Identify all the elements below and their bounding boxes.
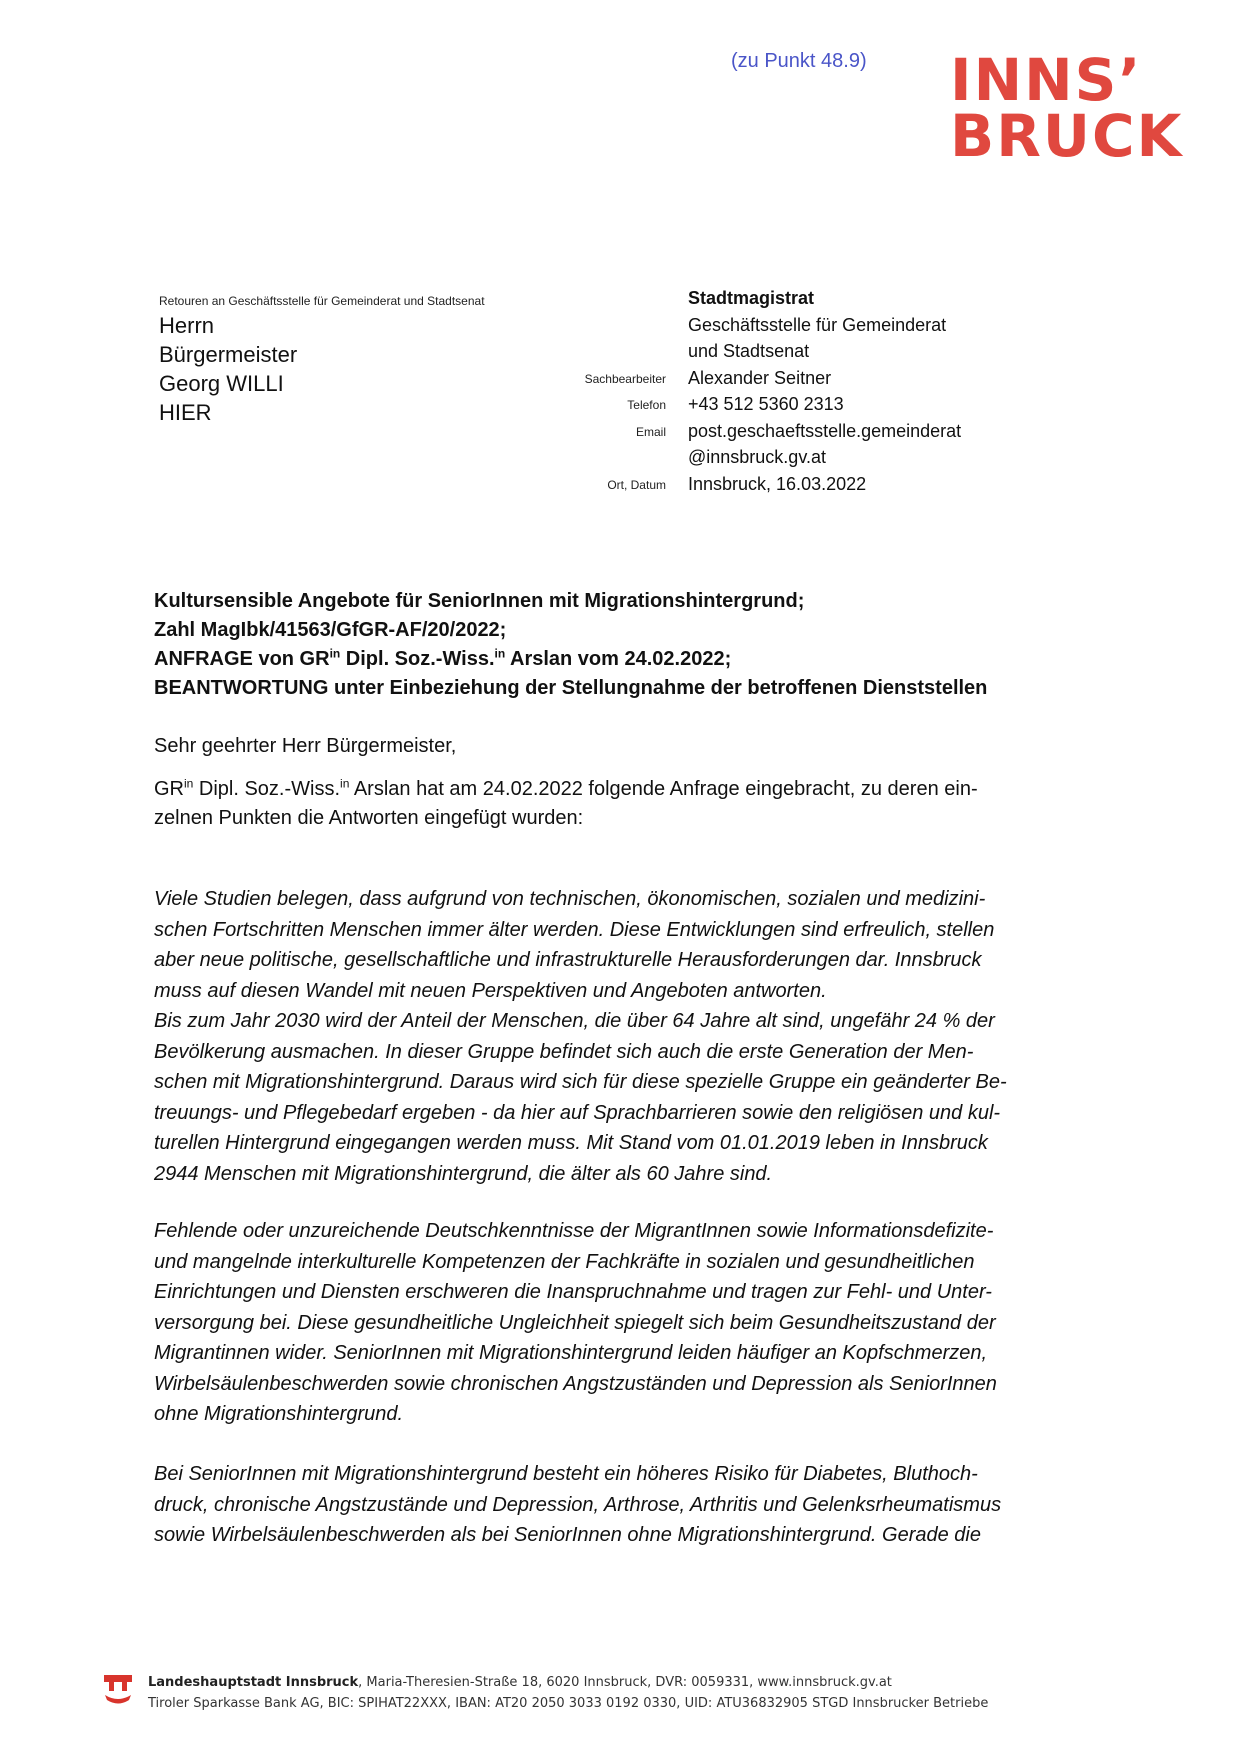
sender-phone: +43 512 5360 2313 (688, 394, 844, 414)
query-line: Einrichtungen und Diensten erschweren die Inanspruchnahme und tragen zur Fehl- und Unter- (154, 1281, 992, 1303)
superscript: in (329, 646, 341, 661)
subject-block (154, 587, 987, 703)
query-line: Wirbelsäulenbeschwerden sowie chronischen Angstzuständen und Depression als SeniorInnen (154, 1372, 997, 1395)
query-line: Fehlende oder unzureichende Deutschkenntnisse der MigrantInnen sowie Informationsdefizite- (154, 1220, 994, 1242)
email-label: Email (635, 425, 666, 439)
query-line: Bis zum Jahr 2030 wird der Anteil der Menschen, die über 64 Jahre alt sind, ungefähr 24 % der (154, 1010, 995, 1032)
intro-line-1 (154, 775, 978, 804)
query-line: Bei SeniorInnen mit Migrationshintergrund besteht ein höheres Risiko für Diabetes, Bluthoch- (154, 1463, 978, 1485)
subject-text: ANFRAGE von GR (154, 648, 330, 670)
subject-line-3 (154, 645, 987, 674)
coat-of-arms-icon (103, 1673, 133, 1709)
query-line: treuungs- und Pflegebedarf ergeben - da hier auf Sprachbarrieren sowie den religiösen und kul- (154, 1101, 1001, 1124)
query-line: muss auf diesen Wandel mit neuen Perspektiven und Angeboten antworten. (154, 979, 827, 1002)
innsbruck-logo (950, 46, 1184, 170)
query-line: 2944 Menschen mit Migrationshintergrund, die älter als 60 Jahre sind. (154, 1162, 773, 1185)
date-label: Ort, Datum (607, 478, 666, 492)
footer (148, 1672, 988, 1714)
subject-text: Dipl. Soz.-Wiss. (340, 648, 495, 670)
intro-text: Dipl. Soz.-Wiss. (193, 778, 341, 800)
footer-address: , Maria-Theresien-Straße 18, 6020 Innsbruck, DVR: 0059331, www.innsbruck.gv.at (358, 1675, 892, 1690)
sender-block (688, 285, 961, 497)
subject-line-2: Zahl MagIbk/41563/GfGR-AF/20/2022; (154, 619, 507, 641)
footer-city: Landeshauptstadt Innsbruck (148, 1675, 359, 1690)
recipient-block (159, 311, 297, 427)
query-line: sowie Wirbelsäulenbeschwerden als bei SeniorInnen ohne Migrationshintergrund. Gerade die (154, 1524, 981, 1546)
sender-dept-2: und Stadtsenat (688, 341, 810, 361)
query-line: und mangelnde interkulturelle Kompetenzen der Fachkräfte in sozialen und gesundheitlichen (154, 1250, 975, 1273)
subject-text: Arslan vom 24.02.2022; (505, 648, 732, 670)
footer-line-2: Tiroler Sparkasse Bank AG, BIC: SPIHAT22XXX, IBAN: AT20 2050 3033 0192 0330, UID: ATU36832905 STGD Innsbrucker Betriebe (148, 1696, 989, 1711)
query-line: Migrantinnen wider. SeniorInnen mit Migrationshintergrund leiden häufiger an Kopfschmerzen, (154, 1342, 988, 1364)
sender-clerk: Alexander Seitner (688, 367, 832, 388)
agenda-reference: (zu Punkt 48.9) (731, 50, 867, 72)
recipient-line: HIER (159, 400, 212, 425)
recipient-line: Bürgermeister (159, 342, 298, 367)
subject-line-4: BEANTWORTUNG unter Einbeziehung der Stellungnahme der betroffenen Dienststellen (154, 677, 988, 699)
logo-line-2: BRUCK (950, 102, 1184, 170)
clerk-label: Sachbearbeiter (584, 372, 666, 386)
query-line: schen Fortschritten Menschen immer älter werden. Diese Entwicklungen sind erfreulich, stellen (154, 918, 995, 941)
query-paragraph-1 (154, 884, 1007, 1189)
query-line: turellen Hintergrund eingegangen werden muss. Mit Stand vom 01.01.2019 leben in Innsbruck (154, 1132, 988, 1154)
recipient-line: Herrn (159, 313, 215, 338)
intro-text: GR (154, 778, 184, 800)
superscript: in (340, 776, 350, 791)
return-address: Retouren an Geschäftsstelle für Gemeinderat und Stadtsenat (159, 294, 485, 308)
query-line: ohne Migrationshintergrund. (154, 1403, 404, 1425)
query-line: Bevölkerung ausmachen. In dieser Gruppe befindet sich auch die erste Generation der Men- (154, 1040, 974, 1063)
query-paragraph-3 (154, 1459, 1001, 1551)
sender-dept-1: Geschäftsstelle für Gemeinderat (688, 314, 947, 335)
query-line: druck, chronische Angstzustände und Depression, Arthrose, Arthritis und Gelenksrheumatismus (154, 1493, 1002, 1516)
superscript: in (184, 776, 194, 791)
query-line: Viele Studien belegen, dass aufgrund von technischen, ökonomischen, sozialen und medizini- (154, 888, 986, 910)
phone-label: Telefon (627, 398, 666, 412)
query-line: schen mit Migrationshintergrund. Daraus wird sich für diese spezielle Gruppe ein geänderter Be- (154, 1071, 1007, 1093)
recipient-line: Georg WILLI (159, 371, 284, 396)
intro-text: Arslan hat am 24.02.2022 folgende Anfrage eingebracht, zu deren ein- (349, 778, 978, 800)
query-paragraph-2 (154, 1216, 997, 1430)
intro-line-2: zelnen Punkten die Antworten eingefügt wurden: (154, 807, 584, 829)
superscript: in (494, 646, 506, 661)
query-line: versorgung bei. Diese gesundheitliche Ungleichheit spiegelt sich beim Gesundheitszustand der (154, 1311, 996, 1334)
intro-paragraph (154, 775, 978, 833)
sender-email-1: post.geschaeftsstelle.gemeinderat (688, 420, 962, 441)
sender-email-2: @innsbruck.gv.at (688, 447, 826, 467)
sender-date: Innsbruck, 16.03.2022 (688, 473, 867, 494)
logo-line-1: INNS’ (950, 46, 1143, 114)
sender-org: Stadtmagistrat (688, 288, 815, 308)
subject-line-1: Kultursensible Angebote für SeniorInnen mit Migrationshintergrund; (154, 590, 805, 612)
footer-line-1 (148, 1672, 988, 1693)
salutation: Sehr geehrter Herr Bürgermeister, (154, 735, 457, 757)
query-line: aber neue politische, gesellschaftliche und infrastrukturelle Herausforderungen dar. Innsbruck (154, 949, 982, 971)
